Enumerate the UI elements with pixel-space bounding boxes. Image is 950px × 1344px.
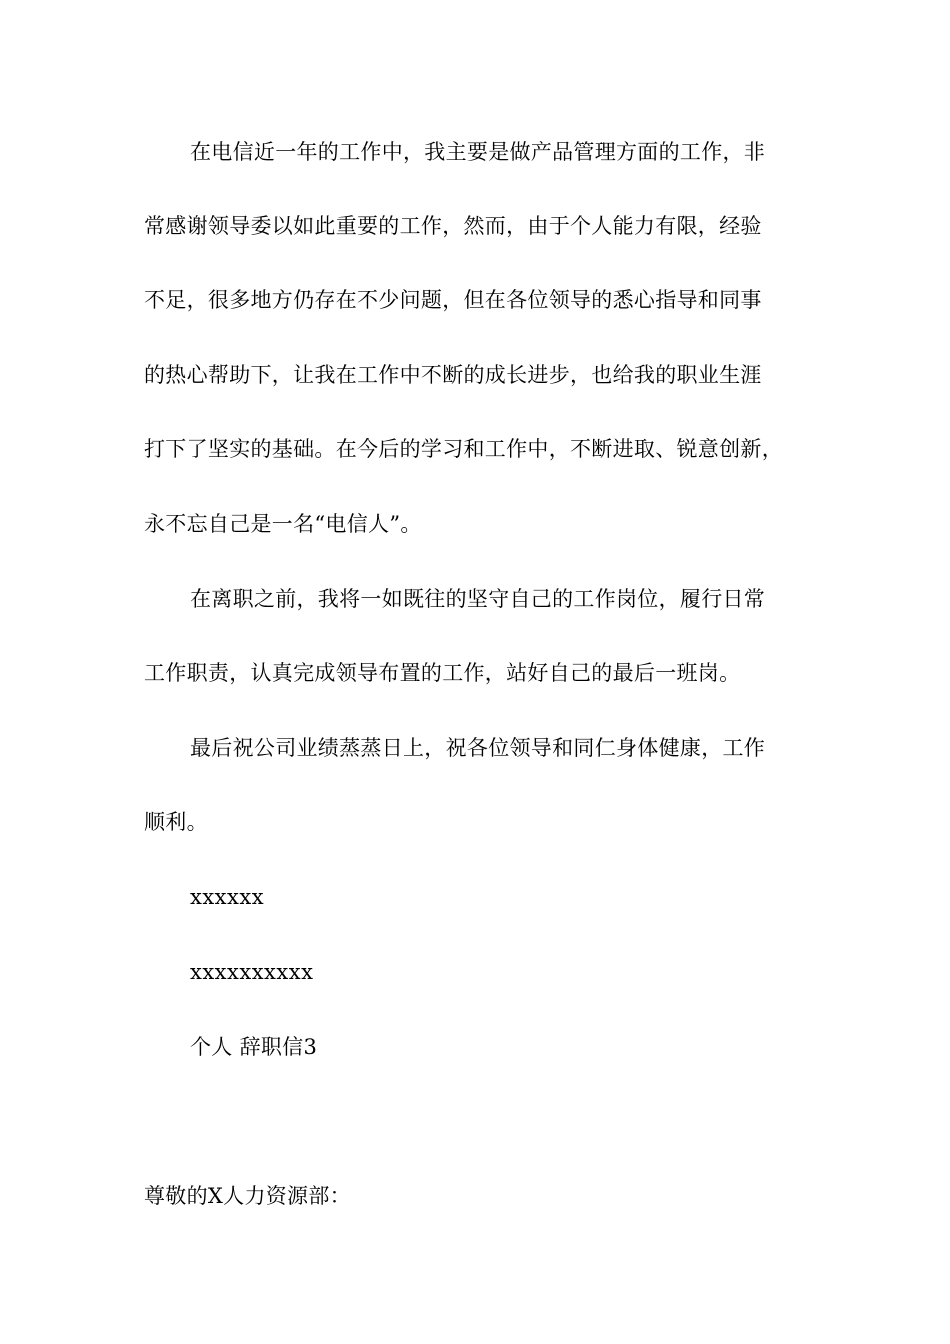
paragraph-1-line-3: 不足，很多地方仍存在不少问题，但在各位领导的悉心指导和同事 xyxy=(144,288,762,312)
signature-name: xxxxxx xyxy=(190,885,265,909)
paragraph-3-line-1: 最后祝公司业绩蒸蒸日上，祝各位领导和同仁身体健康，工作 xyxy=(190,736,766,760)
paragraph-1-line-5: 打下了坚实的基础。在今后的学习和工作中，不断进取、锐意创新， xyxy=(144,437,783,461)
paragraph-2-line-2: 工作职责，认真完成领导布置的工作，站好自己的最后一班岗。 xyxy=(144,661,741,685)
paragraph-2-line-1: 在离职之前，我将一如既往的坚守自己的工作岗位，履行日常 xyxy=(190,587,766,611)
paragraph-1-line-6: 永不忘自己是一名“电信人”。 xyxy=(144,512,422,536)
paragraph-3-line-2: 顺利。 xyxy=(144,810,208,834)
paragraph-1-line-2: 常感谢领导委以如此重要的工作，然而，由于个人能力有限，经验 xyxy=(144,214,762,238)
section-heading: 个人 辞职信3 xyxy=(190,1035,318,1059)
paragraph-1-line-4: 的热心帮助下，让我在工作中不断的成长进步，也给我的职业生涯 xyxy=(144,363,762,387)
salutation: 尊敬的X人力资源部： xyxy=(144,1184,351,1208)
signature-date: xxxxxxxxxx xyxy=(190,960,314,984)
paragraph-1-line-1: 在电信近一年的工作中，我主要是做产品管理方面的工作，非 xyxy=(190,140,766,164)
